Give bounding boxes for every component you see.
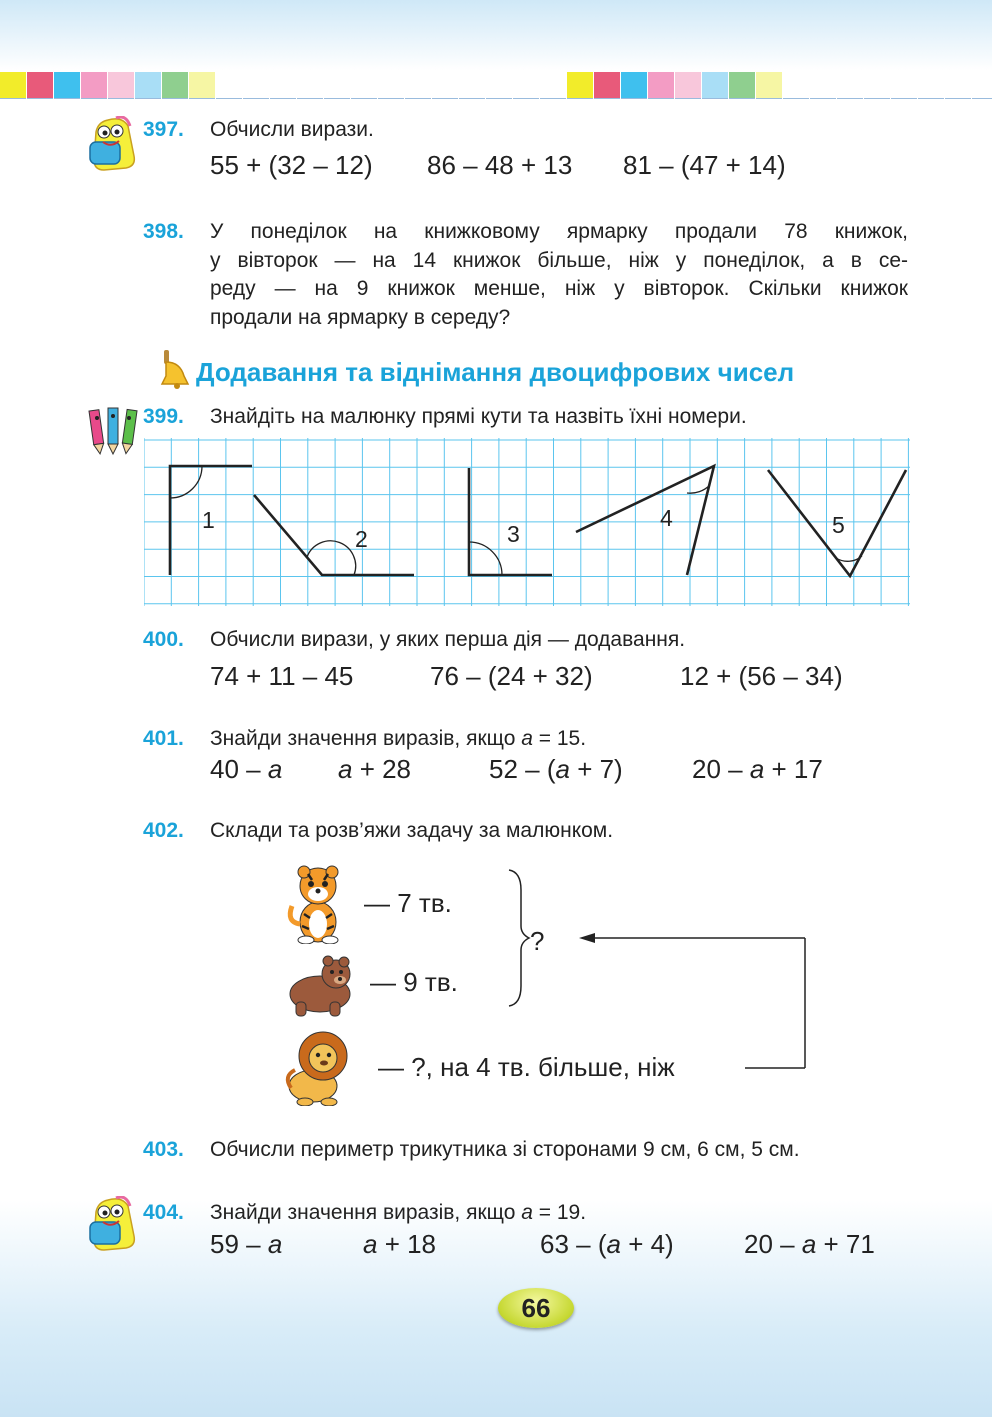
strip-cell [459,72,485,99]
strip-cell [891,72,917,99]
strip-cell [702,72,728,99]
strip-cell [432,72,458,99]
exercise-text: Склади та розв’яжи задачу за малюнком. [210,819,614,842]
expression: 40 – a [210,754,283,784]
expression: 76 – (24 + 32) [430,661,593,691]
text-line: У понеділок на книжковому ярмарку продали 78 книжок, [210,220,908,243]
exercise-text: Обчисли вирази, у яких перша дія — додавання. [210,628,686,651]
strip-cell [216,72,242,99]
expression: 20 – a + 71 [744,1229,875,1259]
expression: 81 – (47 + 14) [623,150,786,180]
page-number: 66 [498,1288,574,1328]
exercise-number: 404. [143,1201,184,1224]
strip-cell [27,72,53,99]
strip-cell [864,72,890,99]
lion-icon [283,1030,355,1106]
strip-cell [810,72,836,99]
angle-label: 5 [832,512,845,538]
tiger-count: — 7 тв. [364,888,452,918]
strip-cell [162,72,188,99]
expression: 12 + (56 – 34) [680,661,843,691]
expression: 74 + 11 – 45 [210,661,354,691]
strip-cell [324,72,350,99]
exercise-number: 400. [143,628,184,651]
expression: 55 + (32 – 12) [210,150,373,180]
strip-cell [135,72,161,99]
color-strip [0,72,992,100]
expression: 86 – 48 + 13 [427,150,573,180]
bear-count: — 9 тв. [370,967,458,997]
strip-cell [621,72,647,99]
strip-cell [189,72,215,99]
text-line: реду — на 9 книжок менше, ніж у вівторок. Скільки книжок [210,277,908,300]
strip-cell [648,72,674,99]
strip-cell [405,72,431,99]
exercise-number: 401. [143,727,184,750]
angle-label: 4 [660,505,673,531]
strip-cell [513,72,539,99]
strip-cell [108,72,134,99]
strip-cell [243,72,269,99]
strip-cell [594,72,620,99]
strip-cell [675,72,701,99]
exercise-text: Обчисли вирази. [210,118,374,141]
strip-cell [918,72,944,99]
strip-cell [81,72,107,99]
strip-cell [486,72,512,99]
strip-cell [567,72,593,99]
lion-condition: — ?, на 4 тв. більше, ніж [378,1052,675,1082]
strip-cell [837,72,863,99]
expression: 20 – a + 17 [692,754,823,784]
exercise-number: 402. [143,819,184,842]
angle-label: 2 [355,526,368,552]
exercise-text: Знайдіть на малюнку прямі кути та назвіть їхні номери. [210,405,747,428]
exercise-number: 397. [143,118,184,141]
strip-cell [270,72,296,99]
exercise-text [210,218,908,332]
backpack-icon [86,116,140,172]
bear-icon [282,952,354,1018]
strip-cell [540,72,566,99]
tiger-icon [284,864,352,944]
scheme-lines [505,864,825,1074]
text-line: продали на ярмарку в середу? [210,305,511,329]
strip-cell [351,72,377,99]
expression: a + 18 [363,1229,437,1259]
pencils-icon [86,402,142,456]
strip-cell [729,72,755,99]
exercise-text: Знайди значення виразів, якщо a = 19. [210,1201,587,1224]
angle-grid [144,438,910,606]
exercise-number: 403. [143,1138,184,1161]
exercise-text: Знайди значення виразів, якщо a = 15. [210,727,587,750]
section-title: Додавання та віднімання двоцифрових чисел [196,357,795,387]
strip-cell [54,72,80,99]
strip-cell [756,72,782,99]
strip-cell [972,72,992,99]
backpack-icon [86,1196,140,1252]
exercise-number: 398. [143,220,184,243]
expression: 52 – (a + 7) [489,754,623,784]
angle-label: 3 [507,521,520,547]
strip-cell [0,72,26,99]
text-line: у вівторок — на 14 книжок більше, ніж у понеділок, а в се- [210,248,908,272]
strip-cell [783,72,809,99]
strip-cell [945,72,971,99]
angle-label: 1 [202,507,215,533]
expression: 63 – (a + 4) [540,1229,674,1259]
expression: a + 28 [338,754,412,784]
bell-icon [160,348,192,390]
strip-cell [297,72,323,99]
strip-cell [378,72,404,99]
question-mark: ? [530,926,545,956]
exercise-text: Обчисли периметр трикутника зі сторонами 9 см, 6 см, 5 см. [210,1138,800,1161]
exercise-number: 399. [143,405,184,428]
expression: 59 – a [210,1229,283,1259]
